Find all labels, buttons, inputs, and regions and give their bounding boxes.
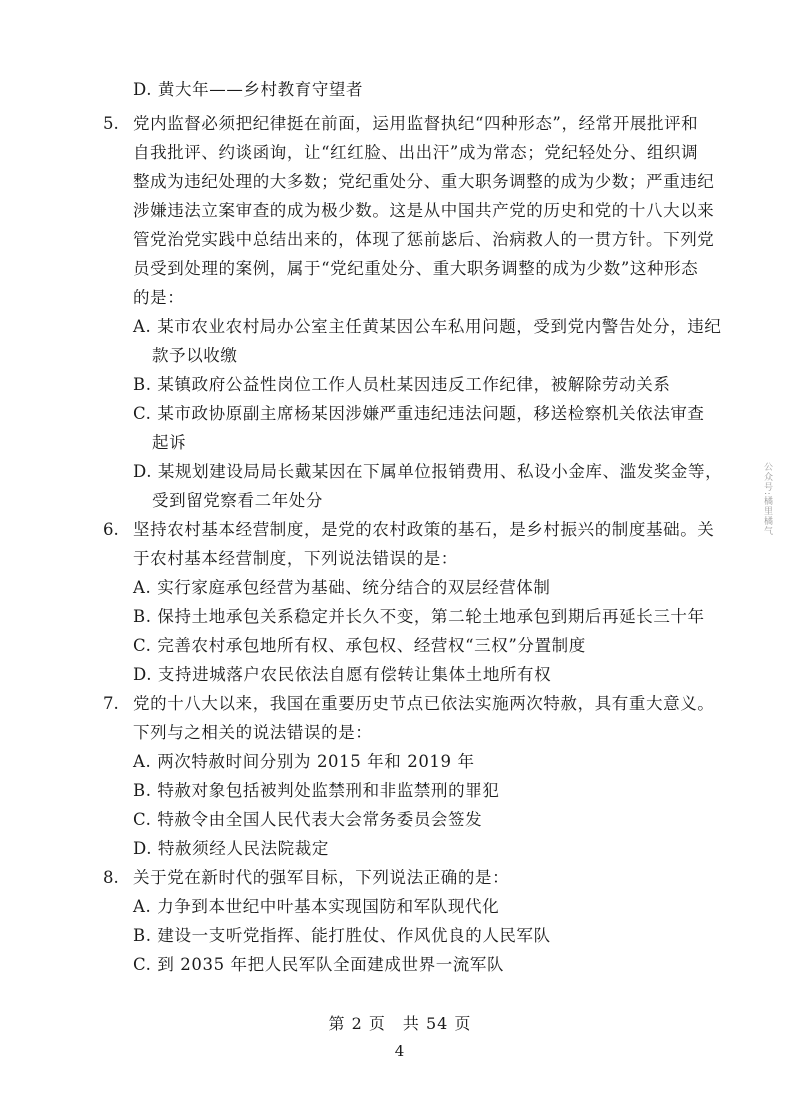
option-d: D. 特赦须经人民法院裁定	[133, 839, 329, 858]
option-a: A. 力争到本世纪中叶基本实现国防和军队现代化	[133, 897, 500, 916]
option-b: B. 某镇政府公益性岗位工作人员杜某因违反工作纪律，被解除劳动关系	[133, 375, 671, 394]
question-stem-line: 的是：	[133, 288, 185, 307]
option-c-continuation: 起诉	[152, 433, 187, 452]
question-stem-line: 党内监督必须把纪律挺在前面，运用监督执纪“四种形态”，经常开展批评和	[133, 114, 699, 133]
question-stem-line: 关于党在新时代的强军目标，下列说法正确的是：	[133, 868, 510, 887]
question-stem-line: 员受到处理的案例，属于“党纪重处分、重大职务调整的成为少数”这种形态	[133, 259, 699, 278]
side-watermark: 公众号:橘里橘气	[762, 462, 772, 537]
question-stem-line: 坚持农村基本经营制度，是党的农村政策的基石，是乡村振兴的制度基础。关	[133, 520, 715, 539]
option-a-continuation: 款予以收缴	[152, 346, 238, 365]
question-number: 6.	[103, 520, 119, 539]
option-b: B. 特赦对象包括被判处监禁刑和非监禁刑的罪犯	[133, 781, 500, 800]
option-c: C. 完善农村承包地所有权、承包权、经营权“三权”分置制度	[133, 636, 586, 655]
question-stem-line: 涉嫌违法立案审查的成为极少数。这是从中国共产党的历史和党的十八大以来	[133, 201, 715, 220]
question-stem-line: 下列与之相关的说法错误的是：	[133, 723, 373, 742]
option-d-continuation: 受到留党察看二年处分	[152, 491, 323, 510]
option-b: B. 保持土地承包关系稳定并长久不变，第二轮土地承包到期后再延长三十年	[133, 607, 705, 626]
question-stem-line: 管党治党实践中总结出来的，体现了惩前毖后、治病救人的一贯方针。下列党	[133, 230, 715, 249]
option-c: C. 到 2035 年把人民军队全面建成世界一流军队	[133, 955, 505, 974]
question-stem-line: 自我批评、约谈函询，让“红红脸、出出汗”成为常态；党纪轻处分、组织调	[133, 143, 699, 162]
option-a: A. 两次特赦时间分别为 2015 年和 2019 年	[133, 752, 475, 771]
option-b: B. 建设一支听党指挥、能打胜仗、作风优良的人民军队	[133, 926, 551, 945]
question-number: 8.	[103, 868, 119, 887]
option-a: A. 某市农业农村局办公室主任黄某因公车私用问题，受到党内警告处分，违纪	[133, 317, 722, 336]
page-label: 第 2 页 共 54 页	[328, 1014, 472, 1033]
question-stem-line: 党的十八大以来，我国在重要历史节点已依法实施两次特赦，具有重大意义。	[133, 694, 715, 713]
question-stem-line: 于农村基本经营制度，下列说法错误的是：	[133, 549, 458, 568]
previous-question-option-d: D. 黄大年——乡村教育守望者	[133, 80, 364, 99]
question-stem-line: 整成为违纪处理的大多数；党纪重处分、重大职务调整的成为少数；严重违纪	[133, 172, 715, 191]
option-c: C. 某市政协原副主席杨某因涉嫌严重违纪违法问题，移送检察机关依法审查	[133, 404, 705, 423]
question-number: 7.	[103, 694, 119, 713]
option-a: A. 实行家庭承包经营为基础、统分结合的双层经营体制	[133, 578, 551, 597]
scan-page-number: 4	[394, 1042, 406, 1060]
option-d: D. 支持进城落户农民依法自愿有偿转让集体土地所有权	[133, 665, 552, 684]
option-d: D. 某规划建设局局长戴某因在下属单位报销费用、私设小金库、滥发奖金等，	[133, 462, 723, 481]
question-number: 5.	[103, 114, 119, 133]
option-c: C. 特赦令由全国人民代表大会常务委员会签发	[133, 810, 483, 829]
